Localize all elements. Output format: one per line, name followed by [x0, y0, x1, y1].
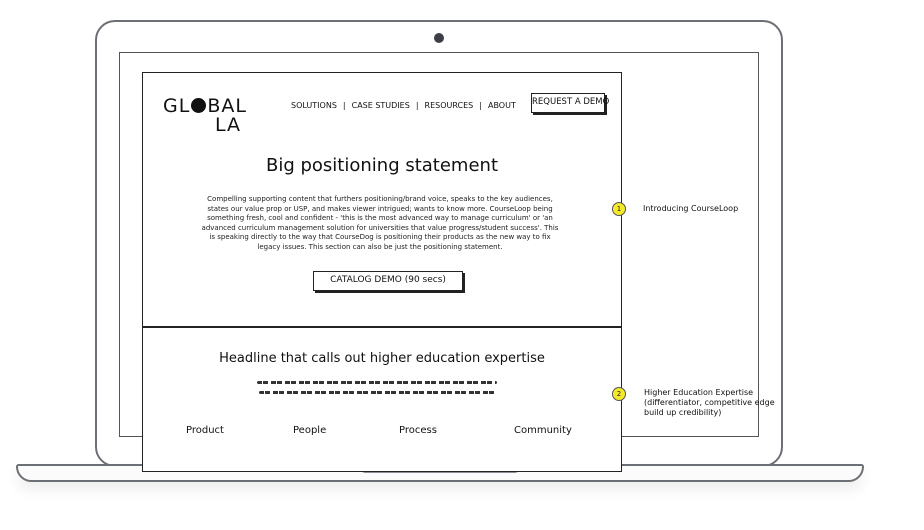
- nav-item-about[interactable]: ABOUT: [487, 101, 516, 110]
- camera-icon: [434, 33, 444, 43]
- annotation-badge-1: 1: [612, 202, 626, 216]
- nav-item-case-studies[interactable]: CASE STUDIES: [351, 101, 410, 110]
- annotation-note-1: Introducing CourseLoop: [643, 204, 739, 213]
- request-demo-button[interactable]: REQUEST A DEMO: [531, 93, 605, 113]
- catalog-demo-button[interactable]: CATALOG DEMO (90 secs): [313, 271, 463, 291]
- section2-title: Headline that calls out higher education expertise: [219, 351, 545, 366]
- nav-item-resources[interactable]: RESOURCES: [424, 101, 474, 110]
- column-people: People: [293, 425, 327, 436]
- column-community: Community: [514, 425, 572, 436]
- annotation-badge-2: 2: [612, 387, 626, 401]
- global-la-logo[interactable]: GL BAL LA: [163, 95, 247, 136]
- main-nav: [291, 101, 516, 110]
- placeholder-text-line: [257, 381, 497, 384]
- column-process: Process: [399, 425, 437, 436]
- nav-separator: |: [342, 101, 346, 110]
- hero-title: Big positioning statement: [265, 155, 499, 176]
- placeholder-text-line: [259, 391, 495, 394]
- nav-separator: |: [415, 101, 419, 110]
- wireframe-page: [142, 72, 622, 472]
- laptop-screen: [119, 52, 775, 437]
- hero-body: Compelling supporting content that furthers positioning/brand voice, speaks to the key audiences, states our value prop or USP, and makes viewer intrigued; wants to know more. CourseLoop being something fresh, cool and confident - 'this is the most advanced way to manage curriculum' or 'an advanced curriculum management solution for universities that value progress/student success'. This is speaking directly to the way that CourseDog is positioning their products as the new way to fix legacy issues. This section can also be just the positioning statement.: [201, 195, 559, 251]
- logo-dot-icon: [191, 98, 206, 113]
- column-product: Product: [186, 425, 224, 436]
- section-divider: [143, 326, 621, 328]
- nav-item-solutions[interactable]: SOLUTIONS: [291, 101, 337, 110]
- annotation-note-2: Higher Education Expertise (differentiator, competitive edge build up credibility): [644, 388, 775, 417]
- nav-separator: |: [479, 101, 482, 110]
